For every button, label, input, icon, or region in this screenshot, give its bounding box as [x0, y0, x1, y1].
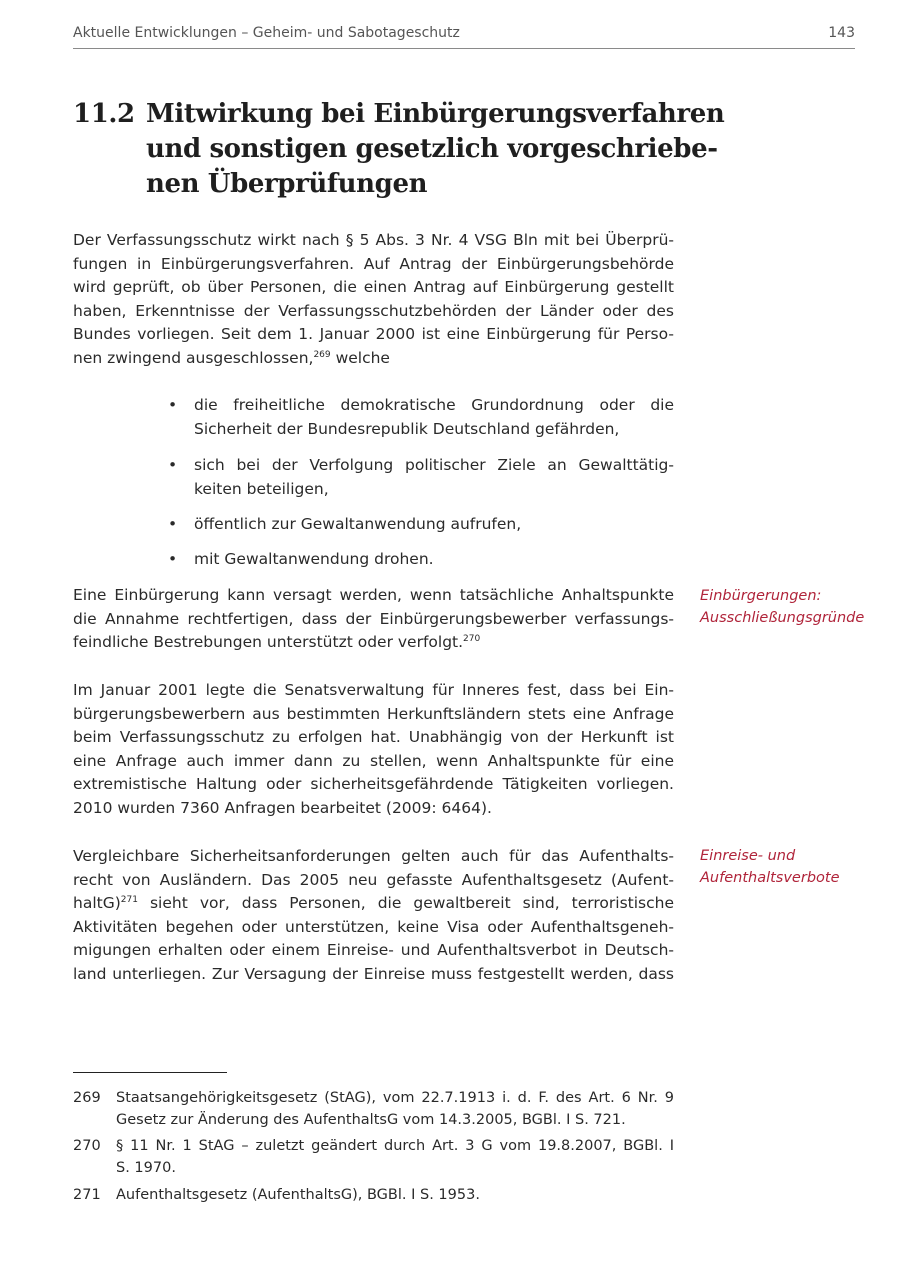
section-title-line: nen Überprüfungen	[146, 169, 428, 199]
footnote-text	[116, 1135, 674, 1179]
text-line	[73, 347, 674, 371]
bullet-icon: •	[168, 515, 178, 533]
text-line: Eine Einbürgerung kann versagt werden, wenn tatsächliche Anhaltspunkte	[73, 586, 674, 604]
running-header	[73, 22, 855, 49]
text-fragment: feindliche Bestrebungen unterstützt oder verfolgt.	[73, 633, 464, 651]
bullet-icon: •	[168, 550, 178, 568]
footnote-number: 269	[73, 1090, 101, 1106]
margin-note-line: Aufenthaltsverbote	[700, 870, 840, 886]
footnote-text	[116, 1087, 674, 1131]
text-fragment: sieht vor, dass Personen, die gewaltbereit sind, terroristische	[137, 894, 674, 912]
margin-note-line: Einreise- und	[700, 848, 796, 864]
text-line: Vergleichbare Sicherheitsanforderungen gelten auch für das Aufenthalts-	[73, 847, 674, 865]
running-title: Aktuelle Entwicklungen – Geheim- und Sabotageschutz	[73, 25, 460, 41]
footnote-number: 271	[73, 1187, 101, 1203]
section-title-line: und sonstigen gesetzlich vorgeschriebe-	[146, 134, 718, 164]
bullet-icon: •	[168, 396, 178, 414]
text-line: fungen in Einbürgerungsverfahren. Auf Antrag der Einbürgerungsbehörde	[73, 254, 674, 273]
text-line: Bundes vorliegen. Seit dem 1. Januar 2000 ist eine Einbürgerung für Perso-	[73, 325, 674, 343]
text-line	[73, 892, 674, 916]
margin-note-line: Ausschließungsgründe	[700, 610, 865, 626]
section-number: 11.2	[73, 99, 135, 129]
text-line: recht von Ausländern. Das 2005 neu gefasste Aufenthaltsgesetz (Aufent-	[73, 870, 674, 889]
text-fragment: haltG)	[73, 894, 121, 912]
text-fragment: welche	[330, 348, 390, 367]
text-line: § 11 Nr. 1 StAG – zuletzt geändert durch Art. 3 G vom 19.8.2007, BGBl. I	[116, 1138, 674, 1154]
paragraph-intro	[73, 229, 674, 370]
text-line	[73, 631, 674, 655]
paragraph-aufenthaltsrecht	[73, 845, 674, 986]
text-line: wird geprüft, ob über Personen, die einen Antrag auf Einbürgerung gestellt	[73, 278, 674, 296]
section-title-line: Mitwirkung bei Einbürgerungsverfahren	[146, 99, 725, 129]
text-line: bürgerungsbewerbern aus bestimmten Herkunftsländern stets eine Anfrage	[73, 704, 674, 723]
text-fragment: nen zwingend ausgeschlossen,	[73, 348, 314, 367]
text-line: Im Januar 2001 legte die Senatsverwaltung für Inneres fest, dass bei Ein-	[73, 681, 674, 699]
list-item-text	[194, 394, 674, 441]
footnote-number: 270	[73, 1138, 101, 1154]
text-line: Der Verfassungsschutz wirkt nach § 5 Abs. 3 Nr. 4 VSG Bln mit bei Überprü-	[73, 231, 674, 249]
text-line: die freiheitliche demokratische Grundordnung oder die	[194, 396, 674, 414]
list-item-text	[194, 548, 674, 572]
section-title	[146, 97, 725, 202]
margin-note-einreise	[700, 845, 840, 889]
text-line: keiten beteiligen,	[194, 479, 329, 498]
text-line: die Annahme rechtfertigen, dass der Einbürgerungsbewerber verfassungs-	[73, 609, 674, 628]
text-line: eine Anfrage auch immer dann zu stellen, wenn Anhaltspunkte für eine	[73, 751, 674, 770]
list-item-text	[194, 513, 674, 537]
paragraph-exclusion	[73, 584, 674, 655]
text-line: Aktivitäten begehen oder unterstützen, keine Visa oder Aufenthaltsgeneh-	[73, 917, 674, 936]
list-item-text	[194, 454, 674, 501]
footnote-text	[116, 1184, 674, 1206]
text-line: Aufenthaltsgesetz (AufenthaltsG), BGBl. I S. 1953.	[116, 1187, 480, 1203]
text-line: extremistische Haltung oder sicherheitsgefährdende Tätigkeiten vorliegen.	[73, 775, 674, 793]
paragraph-anfragen	[73, 679, 674, 820]
margin-note-einbuergerungen	[700, 585, 864, 629]
footnote-ref-269[interactable]: 269	[313, 349, 331, 360]
footnote-ref-270[interactable]: 270	[463, 634, 481, 644]
text-line: S. 1970.	[116, 1160, 176, 1176]
text-line: sich bei der Verfolgung politischer Ziele an Gewalttätig-	[194, 456, 674, 474]
text-line: haben, Erkenntnisse der Verfassungsschutzbehörden der Länder oder des	[73, 301, 674, 320]
text-line: beim Verfassungsschutz zu erfolgen hat. Unabhängig von der Herkunft ist	[73, 728, 674, 746]
page-number: 143	[828, 25, 855, 41]
text-line: Sicherheit der Bundesrepublik Deutschland gefährden,	[194, 419, 620, 438]
margin-note-line: Einbürgerungen:	[700, 588, 822, 604]
text-line: land unterliegen. Zur Versagung der Einreise muss festgestellt werden, dass	[73, 964, 674, 983]
text-line: öffentlich zur Gewaltanwendung aufrufen,	[194, 515, 522, 533]
footnote-ref-271[interactable]: 271	[120, 895, 138, 905]
bullet-icon: •	[168, 456, 178, 474]
text-line: 2010 wurden 7360 Anfragen bearbeitet (2009: 6464).	[73, 798, 492, 817]
footnote-separator	[73, 1072, 227, 1073]
text-line: migungen erhalten oder einem Einreise- und Aufenthaltsverbot in Deutsch-	[73, 941, 674, 959]
text-line: mit Gewaltanwendung drohen.	[194, 550, 434, 568]
text-line: Gesetz zur Änderung des AufenthaltsG vom 14.3.2005, BGBl. I S. 721.	[116, 1112, 626, 1128]
text-line: Staatsangehörigkeitsgesetz (StAG), vom 22.7.1913 i. d. F. des Art. 6 Nr. 9	[116, 1090, 674, 1106]
